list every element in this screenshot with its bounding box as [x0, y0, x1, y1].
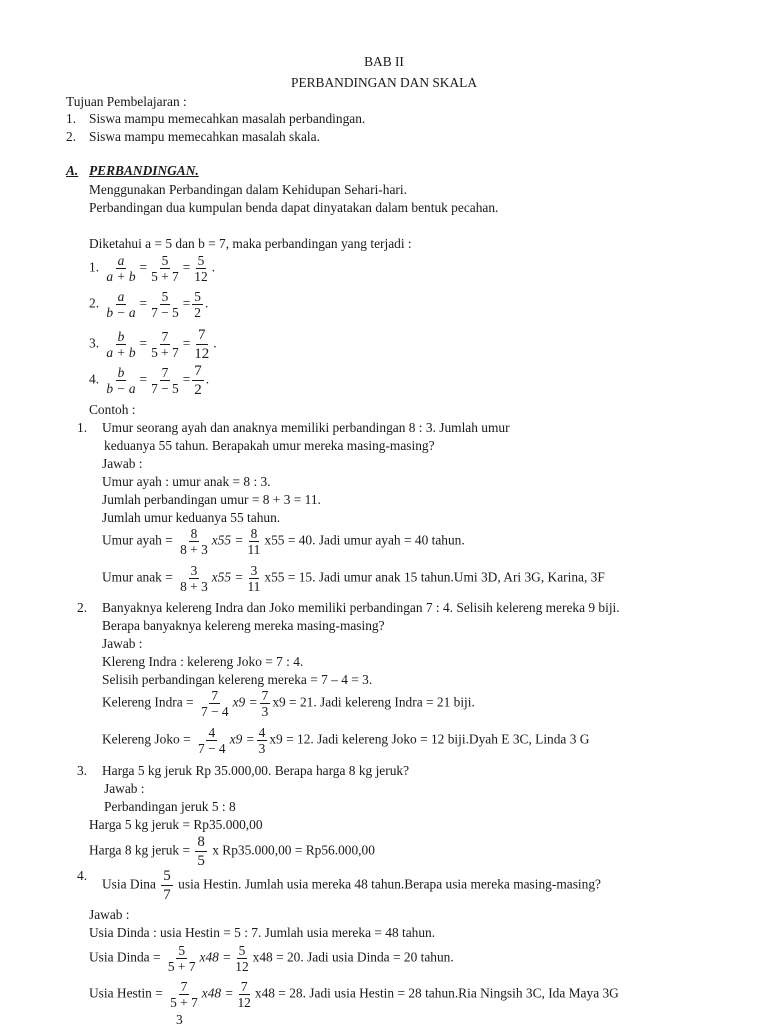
- denominator: 5: [197, 853, 205, 869]
- answer-label: Jawab :: [102, 636, 143, 651]
- eq-conclusion: x Rp35.000,00 = Rp56.000,00: [212, 842, 375, 858]
- objectives-label: Tujuan Pembelajaran :: [66, 94, 187, 109]
- numerator: 4: [208, 725, 216, 740]
- fraction: [161, 868, 173, 903]
- solution-line: Klereng Indra : kelereng Joko = 7 : 4.: [102, 654, 304, 669]
- denominator: b − a: [106, 305, 136, 320]
- eq-mul: x9 =: [229, 731, 255, 747]
- given-values: Diketahui a = 5 dan b = 7, maka perbandingan yang terjadi :: [89, 236, 412, 251]
- numerator: 5: [197, 253, 205, 268]
- denominator: 11: [247, 542, 261, 557]
- objective-item: [66, 111, 76, 127]
- example-num: 1.: [77, 420, 88, 435]
- equation-row: [102, 564, 605, 593]
- denominator: 5 + 7: [151, 269, 179, 284]
- fraction: [168, 980, 200, 1009]
- solution-line: Usia Dinda : usia Hestin = 5 : 7. Jumlah usia mereka = 48 tahun.: [89, 925, 436, 940]
- denominator: 7 − 4: [197, 741, 226, 756]
- solution-line: Jumlah perbandingan umur = 8 + 3 = 11.: [102, 492, 321, 507]
- formula-num: 4.: [89, 371, 100, 387]
- fraction: [149, 254, 181, 283]
- equation-row: [102, 689, 475, 718]
- section-intro: Perbandingan dua kumpulan benda dapat dinyatakan dalam bentuk pecahan.: [89, 200, 499, 215]
- numerator: b: [117, 365, 125, 380]
- fraction: [257, 726, 268, 755]
- question-line: Harga 5 kg jeruk Rp 35.000,00. Berapa harga 8 kg jeruk?: [102, 763, 410, 778]
- fraction: [199, 689, 231, 718]
- fraction: [178, 564, 210, 593]
- eq-label: Harga 8 kg jeruk =: [89, 842, 191, 858]
- denominator: 12: [237, 995, 251, 1010]
- example-num: 3.: [77, 763, 88, 778]
- objective-num: 2.: [66, 129, 77, 144]
- fraction: [104, 254, 137, 283]
- eq-result: x48 = 28: [254, 985, 303, 1001]
- eq-mul: x48 =: [199, 949, 232, 965]
- fraction: [245, 527, 262, 556]
- example-num: 2.: [77, 600, 88, 615]
- denominator: a + b: [106, 345, 136, 360]
- fraction: [149, 330, 181, 359]
- denominator: a + b: [106, 269, 136, 284]
- eq-conclusion: . Jadi umur ayah = 40 tahun.: [312, 532, 465, 548]
- objective-item: [66, 129, 76, 145]
- fraction: [178, 527, 210, 556]
- objective-num: 1.: [66, 111, 77, 126]
- eq-label: Kelereng Indra =: [102, 694, 194, 710]
- numerator: a: [117, 253, 125, 268]
- fraction: [235, 980, 252, 1009]
- eq-conclusion: . Jadi usia Dinda = 20 tahun.: [300, 949, 454, 965]
- fraction: [192, 290, 203, 319]
- denominator: 8 + 3: [180, 542, 208, 557]
- formula-row: 2. $\frac{a}{b - a}$ = $\frac{5}{7 - 5}$ = $\frac{5}{2}$ .: [89, 289, 209, 320]
- question-post: usia Hestin. Jumlah usia mereka 48 tahun.Berapa usia mereka masing-masing?: [178, 876, 601, 892]
- eq-mul: x55 =: [211, 569, 244, 585]
- answer-label: Jawab :: [89, 907, 130, 922]
- numerator: 5: [238, 943, 246, 958]
- chapter-number: BAB II: [364, 54, 404, 69]
- equation-row: [89, 834, 375, 869]
- fraction: [192, 363, 204, 398]
- eq-conclusion: . Jadi umur anak 15 tahun.Umi 3D, Ari 3G, Karina, 3F: [312, 569, 605, 585]
- denominator: 7: [163, 887, 171, 903]
- fraction: [149, 290, 181, 319]
- denominator: 7 − 5: [151, 381, 179, 396]
- equation-row: [102, 527, 465, 556]
- objective-text: Siswa mampu memecahkan masalah skala.: [89, 129, 320, 144]
- numerator: 4: [258, 725, 266, 740]
- solution-line: Jumlah umur keduanya 55 tahun.: [102, 510, 281, 525]
- eq-label: Usia Dinda =: [89, 949, 161, 965]
- denominator: b − a: [106, 381, 136, 396]
- answer-label: Jawab :: [104, 781, 145, 796]
- numerator: 5: [161, 253, 169, 268]
- formula-num: 1.: [89, 259, 100, 275]
- denominator: 2: [194, 305, 201, 320]
- numerator: 7: [211, 688, 219, 703]
- cut-off-digit: 3: [176, 1012, 183, 1027]
- example-num: 4.: [77, 868, 88, 883]
- numerator: 5: [178, 943, 186, 958]
- solution-line: Harga 5 kg jeruk = Rp35.000,00: [89, 817, 263, 832]
- numerator: 7: [240, 979, 248, 994]
- eq-result: x48 = 20: [252, 949, 301, 965]
- eq-mul: x9 =: [232, 694, 258, 710]
- denominator: 2: [194, 382, 202, 398]
- question-line: Umur seorang ayah dan anaknya memiliki perbandingan 8 : 3. Jumlah umur: [102, 420, 510, 435]
- fraction: [192, 327, 211, 362]
- eq-conclusion: . Jadi kelereng Indra = 21 biji.: [313, 694, 475, 710]
- formula-num: 3.: [89, 335, 100, 351]
- denominator: 3: [261, 704, 269, 719]
- fraction: [166, 944, 198, 973]
- equation-row: [89, 980, 619, 1009]
- equation-row: [102, 726, 589, 755]
- example-label: Contoh :: [89, 402, 136, 417]
- denominator: 7 − 5: [151, 305, 179, 320]
- eq-mul: x55 =: [211, 532, 244, 548]
- fraction: [149, 366, 181, 395]
- numerator: 5: [161, 289, 169, 304]
- numerator: 7: [198, 327, 206, 343]
- fraction: [196, 726, 228, 755]
- fraction: [245, 564, 262, 593]
- formula-row: 1. $\frac{a}{a + b}$ = $\frac{5}{5 + 7}$ = $\frac{5}{12}$ .: [89, 253, 216, 284]
- eq-conclusion: . Jadi usia Hestin = 28 tahun.Ria Ningsih 3C, Ida Maya 3G: [302, 985, 619, 1001]
- numerator: 7: [180, 979, 188, 994]
- numerator: 8: [250, 526, 258, 541]
- numerator: 3: [190, 563, 198, 578]
- denominator: 3: [258, 741, 266, 756]
- formula-row: 3. $\frac{b}{a + b}$ = $\frac{7}{5 + 7}$ = $\frac{7}{12}$ .: [89, 327, 217, 362]
- fraction: [104, 366, 137, 395]
- numerator: 8: [190, 526, 198, 541]
- fraction: [195, 834, 207, 869]
- question-line: keduanya 55 tahun. Berapakah umur mereka masing-masing?: [104, 438, 435, 453]
- fraction: [192, 254, 209, 283]
- eq-result: x55 = 15: [264, 569, 313, 585]
- eq-label: Usia Hestin =: [89, 985, 163, 1001]
- denominator: 7 − 4: [200, 704, 229, 719]
- fraction: [104, 330, 137, 359]
- eq-label: Umur ayah =: [102, 532, 173, 548]
- solution-line: Umur ayah : umur anak = 8 : 3.: [102, 474, 271, 489]
- eq-mul: x48 =: [201, 985, 234, 1001]
- eq-result: x9 = 12: [269, 731, 311, 747]
- section-intro: Menggunakan Perbandingan dalam Kehidupan Sehari-hari.: [89, 182, 407, 197]
- numerator: a: [117, 289, 125, 304]
- numerator: 7: [261, 688, 269, 703]
- eq-result: x55 = 40: [264, 532, 313, 548]
- denominator: 12: [194, 269, 208, 284]
- eq-result: x9 = 21: [272, 694, 314, 710]
- numerator: b: [117, 329, 125, 344]
- denominator: 12: [235, 959, 249, 974]
- numerator: 8: [197, 834, 205, 850]
- eq-label: Kelereng Joko =: [102, 731, 191, 747]
- answer-label: Jawab :: [102, 456, 143, 471]
- question-line: Berapa banyaknya kelereng mereka masing-masing?: [102, 618, 385, 633]
- denominator: 5 + 7: [170, 995, 198, 1010]
- denominator: 12: [194, 346, 210, 362]
- question-line: [102, 868, 601, 903]
- solution-line: Selisih perbandingan kelereng mereka = 7 – 4 = 3.: [102, 672, 373, 687]
- eq-label: Umur anak =: [102, 569, 173, 585]
- question-pre: Usia Dina: [102, 876, 156, 892]
- fraction: [260, 689, 271, 718]
- solution-line: Perbandingan jeruk 5 : 8: [104, 799, 236, 814]
- numerator: 7: [161, 329, 169, 344]
- fraction: [104, 290, 137, 319]
- numerator: 7: [194, 363, 202, 379]
- numerator: 5: [194, 289, 201, 304]
- section-title: PERBANDINGAN.: [89, 163, 199, 178]
- denominator: 8 + 3: [180, 579, 208, 594]
- fraction: [233, 944, 250, 973]
- denominator: 5 + 7: [151, 345, 179, 360]
- numerator: 3: [250, 563, 258, 578]
- equation-row: [89, 944, 454, 973]
- denominator: 11: [247, 579, 261, 594]
- eq-conclusion: . Jadi kelereng Joko = 12 biji.Dyah E 3C, Linda 3 G: [310, 731, 590, 747]
- formula-num: 2.: [89, 295, 100, 311]
- chapter-title: PERBANDINGAN DAN SKALA: [291, 75, 477, 90]
- denominator: 5 + 7: [167, 959, 196, 974]
- formula-row: 4. $\frac{b}{b - a}$ = $\frac{7}{7 - 5}$ = $\frac{7}{2}$ .: [89, 363, 210, 398]
- objective-text: Siswa mampu memecahkan masalah perbandingan.: [89, 111, 366, 126]
- numerator: 7: [161, 365, 169, 380]
- question-line: Banyaknya kelereng Indra dan Joko memiliki perbandingan 7 : 4. Selisih kelereng mereka 9 biji.: [102, 600, 620, 615]
- section-letter: A.: [66, 163, 79, 178]
- numerator: 5: [163, 868, 171, 884]
